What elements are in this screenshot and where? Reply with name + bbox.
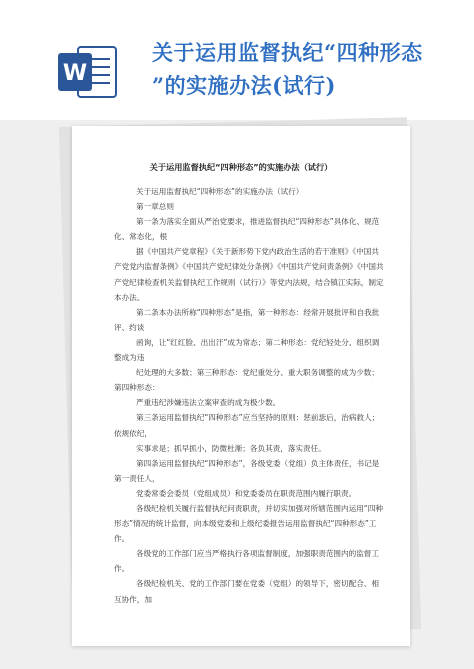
- document-paragraph: 第一章总则: [136, 202, 174, 212]
- document-title: 关于运用监督执纪“四种形态”的实施办法（试行）: [149, 162, 333, 172]
- document-paragraph: 第三条运用监督执纪“四种形态”应当坚持的原则：惩前毖后，治病救人；依规依纪，: [114, 413, 380, 438]
- watermark: ⠀: [90, 205, 101, 217]
- document-paragraph: 党委常委会委员（党组成员）和党委委员在职责范围内履行职责。: [136, 488, 357, 498]
- word-document-icon: [58, 43, 118, 101]
- header-banner: [0, 0, 474, 120]
- document-paragraph: 函询，让“红红脸、出出汗”成为常态；第二种形态：党纪轻处分、组织调整成为违: [114, 337, 380, 363]
- document-page: [72, 126, 410, 646]
- document-paragraph: 各级党的工作部门应当严格执行各项监督制度，加强职责范围内的监督工作。: [114, 549, 379, 574]
- header-title: [152, 36, 452, 102]
- document-paragraph: 各级纪检机关、党的工作部门要在党委（党组）的领导下，密切配合、相互协作，加: [114, 579, 379, 604]
- document-paragraph: 实事求是；抓早抓小，防微杜渐；各负其责，落实责任。: [136, 443, 326, 453]
- document-paragraph: 第四条运用监督执纪“四种形态”，各级党委（党组）负主体责任，书记是第一责任人，: [114, 458, 380, 483]
- word-icon-letter: W: [62, 61, 88, 86]
- document-paragraph: 纪处理的大多数；第三种形态：党纪重处分、重大职务调整的成为少数；第四种形态：: [114, 368, 379, 393]
- header-title-line1: 关于运用监督执纪“四种形态: [152, 40, 423, 65]
- document-body: [114, 184, 384, 607]
- document-paragraph: 严重违纪涉嫌违法立案审查的成为极少数。: [136, 398, 281, 408]
- document-paragraph: 各级纪检机关履行监督执纪问责职责，并切实加强对所辖范围内运用“四种形态”情况的统计监督，向本级党委和上级纪委报告运用监督执纪“四种形态”工作。: [114, 503, 383, 544]
- document-paragraph: 据《中国共产党章程》《关于新形势下党内政治生活的若干准则》《中国共产党党内监督条例》《中国共产党纪律处分条例》《中国共产党问责条例》《中国共产党纪律检查机关监督执纪工作规则（试行）》等党内法规，结合镇江实际，制定本办法。: [114, 247, 384, 302]
- header-title-line2: ”的实施办法(试行): [152, 73, 336, 98]
- document-paragraph: 第二条本办法所称“四种形态”是指，第一种形态：经常开展批评和自我批评、约谈: [114, 307, 380, 332]
- document-paragraph: 关于运用监督执纪“四种形态”的实施办法（试行）: [136, 187, 304, 196]
- document-paragraph: 第一条为落实全面从严治党要求，推进监督执纪“四种形态”具体化、规范化、常态化，根: [114, 217, 380, 242]
